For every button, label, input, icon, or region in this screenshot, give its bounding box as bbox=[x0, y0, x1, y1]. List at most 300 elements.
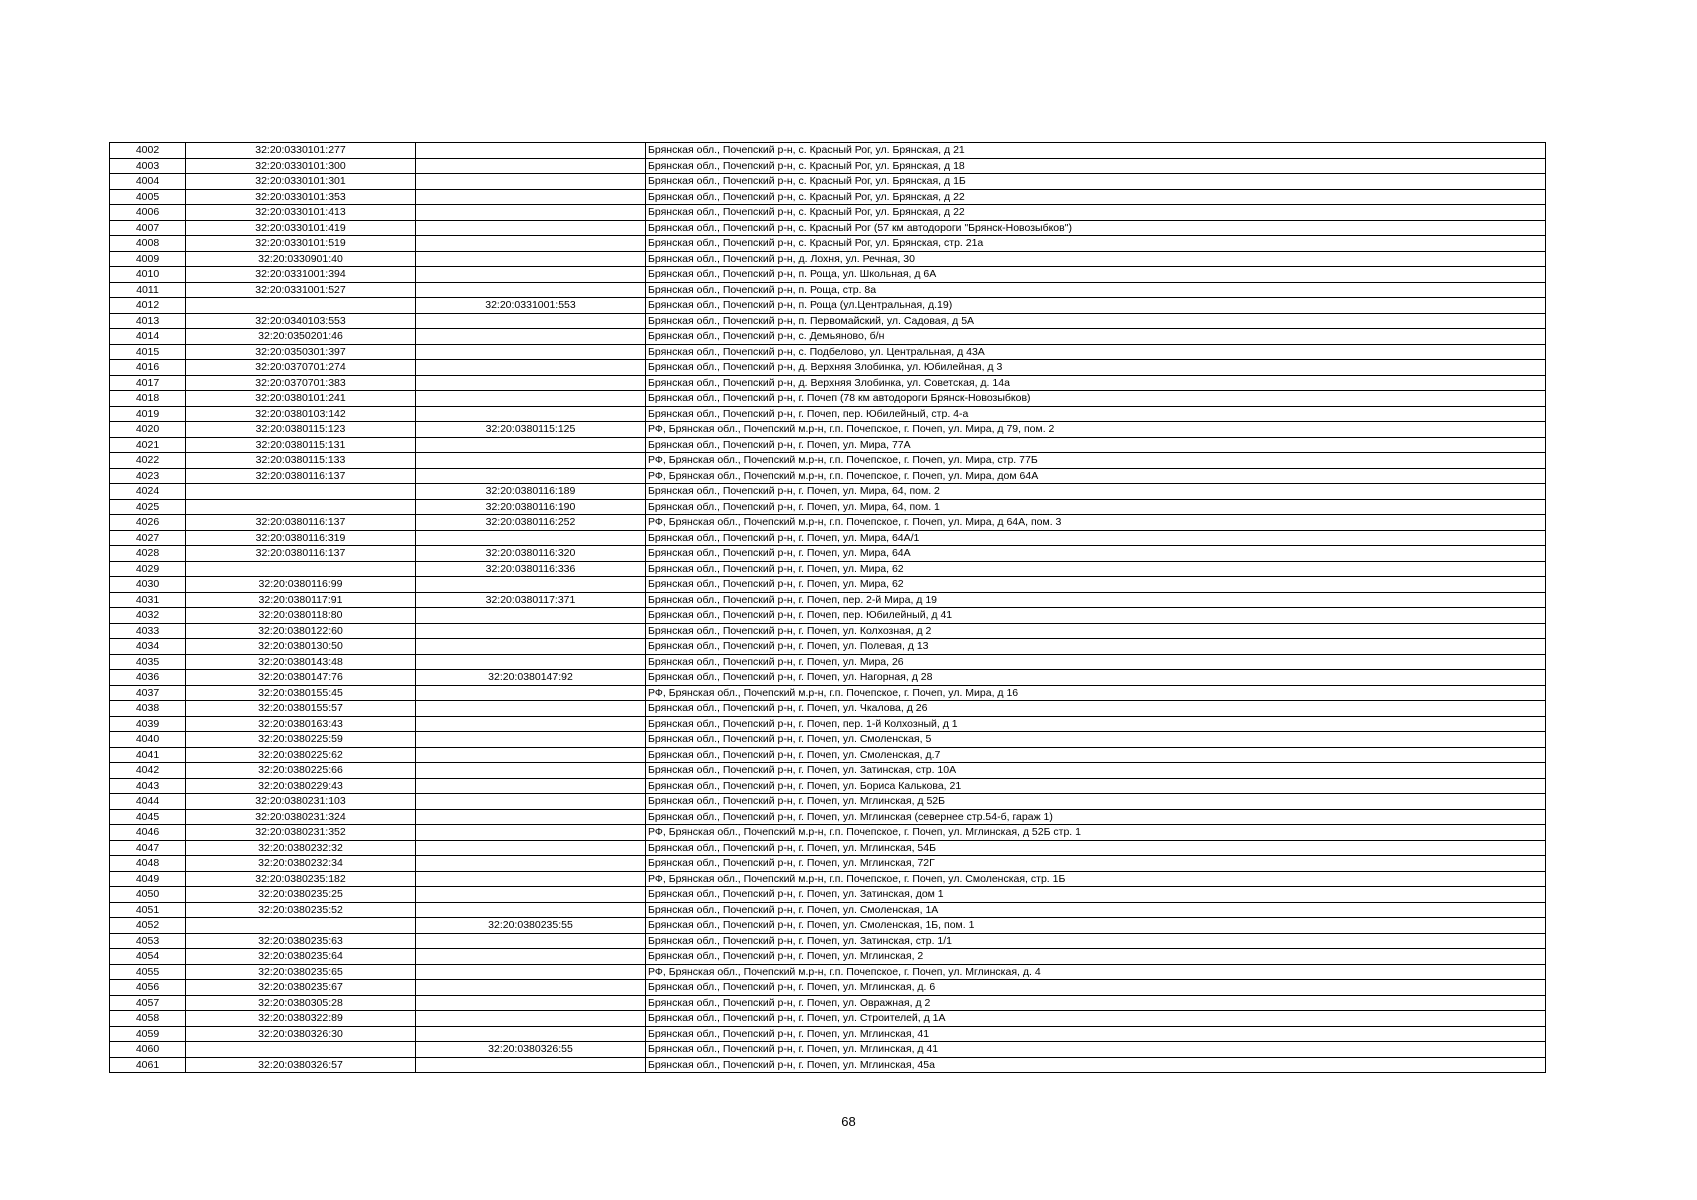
table-row bbox=[110, 561, 1546, 577]
related-cadastral-number-cell bbox=[416, 654, 646, 670]
address-cell: Брянская обл., Почепский р-н, г. Почеп, ул. Бориса Калькова, 21 bbox=[646, 778, 1546, 794]
address-cell: Брянская обл., Почепский р-н, г. Почеп, ул. Затинская, стр. 1/1 bbox=[646, 933, 1546, 949]
related-cadastral-number-cell bbox=[416, 220, 646, 236]
cadastral-number-cell bbox=[186, 298, 416, 314]
related-cadastral-number-cell: 32:20:0380235:55 bbox=[416, 918, 646, 934]
related-cadastral-number-cell bbox=[416, 902, 646, 918]
address-cell: Брянская обл., Почепский р-н, с. Демьяново, б/н bbox=[646, 329, 1546, 345]
related-cadastral-number-cell bbox=[416, 174, 646, 190]
row-number-cell: 4037 bbox=[110, 685, 186, 701]
address-cell: Брянская обл., Почепский р-н, г. Почеп, ул. Мглинская (севернее стр.54-б, гараж 1) bbox=[646, 809, 1546, 825]
address-cell: Брянская обл., Почепский р-н, п. Роща (ул.Центральная, д.19) bbox=[646, 298, 1546, 314]
related-cadastral-number-cell bbox=[416, 840, 646, 856]
related-cadastral-number-cell bbox=[416, 933, 646, 949]
cadastral-number-cell: 32:20:0330101:300 bbox=[186, 158, 416, 174]
address-cell: Брянская обл., Почепский р-н, г. Почеп, ул. Смоленская, д.7 bbox=[646, 747, 1546, 763]
row-number-cell: 4042 bbox=[110, 763, 186, 779]
table-row bbox=[110, 267, 1546, 283]
related-cadastral-number-cell: 32:20:0380147:92 bbox=[416, 670, 646, 686]
row-number-cell: 4035 bbox=[110, 654, 186, 670]
cadastral-number-cell bbox=[186, 561, 416, 577]
table-row bbox=[110, 329, 1546, 345]
related-cadastral-number-cell bbox=[416, 143, 646, 159]
cadastral-number-cell: 32:20:0380117:91 bbox=[186, 592, 416, 608]
address-cell: Брянская обл., Почепский р-н, г. Почеп, пер. Юбилейный, стр. 4-а bbox=[646, 406, 1546, 422]
table-row bbox=[110, 1026, 1546, 1042]
related-cadastral-number-cell bbox=[416, 236, 646, 252]
address-cell: Брянская обл., Почепский р-н, с. Красный Рог, ул. Брянская, д 1Б bbox=[646, 174, 1546, 190]
address-cell: Брянская обл., Почепский р-н, г. Почеп, ул. Мира, 64А/1 bbox=[646, 530, 1546, 546]
cadastral-number-cell: 32:20:0331001:527 bbox=[186, 282, 416, 298]
table-row bbox=[110, 856, 1546, 872]
address-cell: Брянская обл., Почепский р-н, г. Почеп, ул. Мира, 77А bbox=[646, 437, 1546, 453]
table-row bbox=[110, 205, 1546, 221]
address-cell: Брянская обл., Почепский р-н, д. Верхняя Злобинка, ул. Советская, д. 14а bbox=[646, 375, 1546, 391]
table-row bbox=[110, 670, 1546, 686]
table-row bbox=[110, 1057, 1546, 1073]
table-row bbox=[110, 158, 1546, 174]
row-number-cell: 4008 bbox=[110, 236, 186, 252]
address-cell: Брянская обл., Почепский р-н, г. Почеп, ул. Смоленская, 1А bbox=[646, 902, 1546, 918]
related-cadastral-number-cell bbox=[416, 468, 646, 484]
row-number-cell: 4059 bbox=[110, 1026, 186, 1042]
related-cadastral-number-cell bbox=[416, 344, 646, 360]
address-cell: Брянская обл., Почепский р-н, г. Почеп, ул. Мира, 62 bbox=[646, 561, 1546, 577]
address-cell: Брянская обл., Почепский р-н, с. Подбелово, ул. Центральная, д 43А bbox=[646, 344, 1546, 360]
related-cadastral-number-cell: 32:20:0380116:190 bbox=[416, 499, 646, 515]
address-cell: Брянская обл., Почепский р-н, г. Почеп, ул. Затинская, стр. 10А bbox=[646, 763, 1546, 779]
table-row bbox=[110, 391, 1546, 407]
related-cadastral-number-cell bbox=[416, 391, 646, 407]
related-cadastral-number-cell bbox=[416, 329, 646, 345]
table-row bbox=[110, 499, 1546, 515]
related-cadastral-number-cell bbox=[416, 809, 646, 825]
related-cadastral-number-cell bbox=[416, 871, 646, 887]
address-cell: Брянская обл., Почепский р-н, г. Почеп, ул. Мглинская, 72Г bbox=[646, 856, 1546, 872]
address-cell: Брянская обл., Почепский р-н, с. Красный Рог, ул. Брянская, д 22 bbox=[646, 205, 1546, 221]
table-row bbox=[110, 654, 1546, 670]
cadastral-number-cell: 32:20:0380116:137 bbox=[186, 515, 416, 531]
related-cadastral-number-cell bbox=[416, 747, 646, 763]
related-cadastral-number-cell bbox=[416, 158, 646, 174]
table-row bbox=[110, 887, 1546, 903]
cadastral-number-cell: 32:20:0330101:419 bbox=[186, 220, 416, 236]
table-row bbox=[110, 825, 1546, 841]
address-cell: РФ, Брянская обл., Почепский м.р-н, г.п. Почепское, г. Почеп, ул. Смоленская, стр. 1Б bbox=[646, 871, 1546, 887]
related-cadastral-number-cell: 32:20:0380116:252 bbox=[416, 515, 646, 531]
related-cadastral-number-cell bbox=[416, 794, 646, 810]
address-cell: Брянская обл., Почепский р-н, г. Почеп, ул. Чкалова, д 26 bbox=[646, 701, 1546, 717]
table-row bbox=[110, 933, 1546, 949]
address-cell: Брянская обл., Почепский р-н, г. Почеп (78 км автодороги Брянск-Новозыбков) bbox=[646, 391, 1546, 407]
table-row bbox=[110, 406, 1546, 422]
address-cell: Брянская обл., Почепский р-н, г. Почеп, ул. Мира, 64А bbox=[646, 546, 1546, 562]
related-cadastral-number-cell bbox=[416, 778, 646, 794]
cadastral-number-cell: 32:20:0370701:383 bbox=[186, 375, 416, 391]
cadastral-number-cell: 32:20:0350201:46 bbox=[186, 329, 416, 345]
property-table-body bbox=[110, 143, 1546, 1073]
related-cadastral-number-cell bbox=[416, 964, 646, 980]
row-number-cell: 4017 bbox=[110, 375, 186, 391]
table-row bbox=[110, 747, 1546, 763]
related-cadastral-number-cell bbox=[416, 825, 646, 841]
row-number-cell: 4002 bbox=[110, 143, 186, 159]
table-row bbox=[110, 174, 1546, 190]
related-cadastral-number-cell bbox=[416, 530, 646, 546]
related-cadastral-number-cell bbox=[416, 980, 646, 996]
table-row bbox=[110, 437, 1546, 453]
related-cadastral-number-cell bbox=[416, 887, 646, 903]
row-number-cell: 4006 bbox=[110, 205, 186, 221]
cadastral-number-cell: 32:20:0380147:76 bbox=[186, 670, 416, 686]
cadastral-number-cell: 32:20:0380122:60 bbox=[186, 623, 416, 639]
address-cell: Брянская обл., Почепский р-н, г. Почеп, ул. Полевая, д 13 bbox=[646, 639, 1546, 655]
table-row bbox=[110, 964, 1546, 980]
cadastral-number-cell: 32:20:0330101:353 bbox=[186, 189, 416, 205]
row-number-cell: 4016 bbox=[110, 360, 186, 376]
cadastral-number-cell: 32:20:0380232:32 bbox=[186, 840, 416, 856]
table-row bbox=[110, 639, 1546, 655]
row-number-cell: 4056 bbox=[110, 980, 186, 996]
cadastral-number-cell: 32:20:0380231:324 bbox=[186, 809, 416, 825]
cadastral-number-cell: 32:20:0380116:137 bbox=[186, 468, 416, 484]
table-row bbox=[110, 608, 1546, 624]
address-cell: Брянская обл., Почепский р-н, п. Роща, ул. Школьная, д 6А bbox=[646, 267, 1546, 283]
row-number-cell: 4021 bbox=[110, 437, 186, 453]
address-cell: Брянская обл., Почепский р-н, г. Почеп, ул. Мглинская, д 52Б bbox=[646, 794, 1546, 810]
cadastral-number-cell: 32:20:0380155:45 bbox=[186, 685, 416, 701]
related-cadastral-number-cell bbox=[416, 313, 646, 329]
related-cadastral-number-cell bbox=[416, 856, 646, 872]
row-number-cell: 4019 bbox=[110, 406, 186, 422]
address-cell: Брянская обл., Почепский р-н, д. Лохня, ул. Речная, 30 bbox=[646, 251, 1546, 267]
table-row bbox=[110, 236, 1546, 252]
table-row bbox=[110, 701, 1546, 717]
row-number-cell: 4009 bbox=[110, 251, 186, 267]
address-cell: Брянская обл., Почепский р-н, с. Красный Рог, ул. Брянская, д 21 bbox=[646, 143, 1546, 159]
row-number-cell: 4031 bbox=[110, 592, 186, 608]
table-row bbox=[110, 298, 1546, 314]
address-cell: Брянская обл., Почепский р-н, г. Почеп, ул. Смоленская, 1Б, пом. 1 bbox=[646, 918, 1546, 934]
row-number-cell: 4054 bbox=[110, 949, 186, 965]
related-cadastral-number-cell bbox=[416, 995, 646, 1011]
table-row bbox=[110, 220, 1546, 236]
related-cadastral-number-cell: 32:20:0331001:553 bbox=[416, 298, 646, 314]
cadastral-number-cell bbox=[186, 918, 416, 934]
cadastral-number-cell: 32:20:0380326:30 bbox=[186, 1026, 416, 1042]
related-cadastral-number-cell bbox=[416, 685, 646, 701]
related-cadastral-number-cell bbox=[416, 1057, 646, 1073]
related-cadastral-number-cell bbox=[416, 267, 646, 283]
cadastral-number-cell: 32:20:0331001:394 bbox=[186, 267, 416, 283]
cadastral-number-cell: 32:20:0380118:80 bbox=[186, 608, 416, 624]
cadastral-number-cell: 32:20:0330101:519 bbox=[186, 236, 416, 252]
cadastral-number-cell: 32:20:0380235:64 bbox=[186, 949, 416, 965]
related-cadastral-number-cell: 32:20:0380115:125 bbox=[416, 422, 646, 438]
table-row bbox=[110, 360, 1546, 376]
related-cadastral-number-cell bbox=[416, 639, 646, 655]
row-number-cell: 4043 bbox=[110, 778, 186, 794]
row-number-cell: 4011 bbox=[110, 282, 186, 298]
cadastral-number-cell: 32:20:0380235:65 bbox=[186, 964, 416, 980]
cadastral-number-cell: 32:20:0340103:553 bbox=[186, 313, 416, 329]
row-number-cell: 4032 bbox=[110, 608, 186, 624]
table-row bbox=[110, 1011, 1546, 1027]
address-cell: Брянская обл., Почепский р-н, г. Почеп, пер. 2-й Мира, д 19 bbox=[646, 592, 1546, 608]
table-row bbox=[110, 422, 1546, 438]
address-cell: РФ, Брянская обл., Почепский м.р-н, г.п. Почепское, г. Почеп, ул. Мира, стр. 77Б bbox=[646, 453, 1546, 469]
cadastral-number-cell: 32:20:0380326:57 bbox=[186, 1057, 416, 1073]
row-number-cell: 4030 bbox=[110, 577, 186, 593]
cadastral-number-cell: 32:20:0380143:48 bbox=[186, 654, 416, 670]
table-row bbox=[110, 375, 1546, 391]
address-cell: Брянская обл., Почепский р-н, г. Почеп, ул. Мглинская, 45а bbox=[646, 1057, 1546, 1073]
table-row bbox=[110, 453, 1546, 469]
row-number-cell: 4048 bbox=[110, 856, 186, 872]
cadastral-number-cell: 32:20:0330901:40 bbox=[186, 251, 416, 267]
related-cadastral-number-cell bbox=[416, 716, 646, 732]
row-number-cell: 4033 bbox=[110, 623, 186, 639]
address-cell: Брянская обл., Почепский р-н, г. Почеп, ул. Мира, 62 bbox=[646, 577, 1546, 593]
table-row bbox=[110, 313, 1546, 329]
table-row bbox=[110, 344, 1546, 360]
related-cadastral-number-cell: 32:20:0380326:55 bbox=[416, 1042, 646, 1058]
address-cell: Брянская обл., Почепский р-н, г. Почеп, ул. Нагорная, д 28 bbox=[646, 670, 1546, 686]
cadastral-number-cell: 32:20:0380231:352 bbox=[186, 825, 416, 841]
row-number-cell: 4015 bbox=[110, 344, 186, 360]
address-cell: Брянская обл., Почепский р-н, г. Почеп, ул. Мира, 26 bbox=[646, 654, 1546, 670]
table-row bbox=[110, 189, 1546, 205]
cadastral-number-cell: 32:20:0330101:413 bbox=[186, 205, 416, 221]
cadastral-number-cell: 32:20:0380115:131 bbox=[186, 437, 416, 453]
table-row bbox=[110, 995, 1546, 1011]
cadastral-number-cell: 32:20:0380235:67 bbox=[186, 980, 416, 996]
cadastral-number-cell: 32:20:0380231:103 bbox=[186, 794, 416, 810]
cadastral-number-cell: 32:20:0380103:142 bbox=[186, 406, 416, 422]
address-cell: РФ, Брянская обл., Почепский м.р-н, г.п. Почепское, г. Почеп, ул. Мира, дом 64А bbox=[646, 468, 1546, 484]
table-row bbox=[110, 918, 1546, 934]
row-number-cell: 4060 bbox=[110, 1042, 186, 1058]
related-cadastral-number-cell bbox=[416, 406, 646, 422]
address-cell: Брянская обл., Почепский р-н, д. Верхняя Злобинка, ул. Юбилейная, д 3 bbox=[646, 360, 1546, 376]
row-number-cell: 4038 bbox=[110, 701, 186, 717]
address-cell: Брянская обл., Почепский р-н, с. Красный Рог, ул. Брянская, д 22 bbox=[646, 189, 1546, 205]
table-row bbox=[110, 809, 1546, 825]
related-cadastral-number-cell bbox=[416, 251, 646, 267]
row-number-cell: 4044 bbox=[110, 794, 186, 810]
row-number-cell: 4057 bbox=[110, 995, 186, 1011]
table-row bbox=[110, 794, 1546, 810]
table-row bbox=[110, 282, 1546, 298]
cadastral-number-cell: 32:20:0330101:277 bbox=[186, 143, 416, 159]
related-cadastral-number-cell bbox=[416, 437, 646, 453]
address-cell: Брянская обл., Почепский р-н, с. Красный Рог, ул. Брянская, стр. 21а bbox=[646, 236, 1546, 252]
table-row bbox=[110, 515, 1546, 531]
row-number-cell: 4005 bbox=[110, 189, 186, 205]
row-number-cell: 4040 bbox=[110, 732, 186, 748]
table-row bbox=[110, 484, 1546, 500]
cadastral-number-cell: 32:20:0380305:28 bbox=[186, 995, 416, 1011]
table-row bbox=[110, 763, 1546, 779]
row-number-cell: 4003 bbox=[110, 158, 186, 174]
property-table bbox=[109, 142, 1546, 1073]
cadastral-number-cell bbox=[186, 499, 416, 515]
related-cadastral-number-cell bbox=[416, 360, 646, 376]
table-row bbox=[110, 1042, 1546, 1058]
address-cell: РФ, Брянская обл., Почепский м.р-н, г.п. Почепское, г. Почеп, ул. Мглинская, д. 4 bbox=[646, 964, 1546, 980]
table-row bbox=[110, 546, 1546, 562]
related-cadastral-number-cell: 32:20:0380116:189 bbox=[416, 484, 646, 500]
row-number-cell: 4036 bbox=[110, 670, 186, 686]
table-row bbox=[110, 623, 1546, 639]
table-row bbox=[110, 902, 1546, 918]
related-cadastral-number-cell bbox=[416, 732, 646, 748]
address-cell: Брянская обл., Почепский р-н, г. Почеп, пер. 1-й Колхозный, д 1 bbox=[646, 716, 1546, 732]
page-number: 68 bbox=[841, 1114, 856, 1129]
cadastral-number-cell: 32:20:0380163:43 bbox=[186, 716, 416, 732]
cadastral-number-cell: 32:20:0380235:182 bbox=[186, 871, 416, 887]
table-row bbox=[110, 143, 1546, 159]
row-number-cell: 4004 bbox=[110, 174, 186, 190]
address-cell: РФ, Брянская обл., Почепский м.р-н, г.п. Почепское, г. Почеп, ул. Мира, д 64А, пом. 3 bbox=[646, 515, 1546, 531]
address-cell: Брянская обл., Почепский р-н, г. Почеп, ул. Смоленская, 5 bbox=[646, 732, 1546, 748]
related-cadastral-number-cell bbox=[416, 949, 646, 965]
address-cell: Брянская обл., Почепский р-н, с. Красный Рог, ул. Брянская, д 18 bbox=[646, 158, 1546, 174]
row-number-cell: 4053 bbox=[110, 933, 186, 949]
address-cell: Брянская обл., Почепский р-н, г. Почеп, пер. Юбилейный, д 41 bbox=[646, 608, 1546, 624]
cadastral-number-cell: 32:20:0380225:59 bbox=[186, 732, 416, 748]
row-number-cell: 4028 bbox=[110, 546, 186, 562]
cadastral-number-cell: 32:20:0380232:34 bbox=[186, 856, 416, 872]
cadastral-number-cell: 32:20:0370701:274 bbox=[186, 360, 416, 376]
related-cadastral-number-cell bbox=[416, 282, 646, 298]
address-cell: РФ, Брянская обл., Почепский м.р-н, г.п. Почепское, г. Почеп, ул. Мглинская, д 52Б стр. 1 bbox=[646, 825, 1546, 841]
table-row bbox=[110, 716, 1546, 732]
cadastral-number-cell bbox=[186, 1042, 416, 1058]
cadastral-number-cell: 32:20:0380235:63 bbox=[186, 933, 416, 949]
cadastral-number-cell: 32:20:0380116:319 bbox=[186, 530, 416, 546]
row-number-cell: 4046 bbox=[110, 825, 186, 841]
address-cell: Брянская обл., Почепский р-н, г. Почеп, ул. Мглинская, 2 bbox=[646, 949, 1546, 965]
table-row bbox=[110, 871, 1546, 887]
address-cell: Брянская обл., Почепский р-н, с. Красный Рог (57 км автодороги "Брянск-Новозыбков") bbox=[646, 220, 1546, 236]
related-cadastral-number-cell: 32:20:0380116:336 bbox=[416, 561, 646, 577]
related-cadastral-number-cell bbox=[416, 1011, 646, 1027]
row-number-cell: 4018 bbox=[110, 391, 186, 407]
row-number-cell: 4026 bbox=[110, 515, 186, 531]
cadastral-number-cell: 32:20:0380116:99 bbox=[186, 577, 416, 593]
row-number-cell: 4012 bbox=[110, 298, 186, 314]
row-number-cell: 4039 bbox=[110, 716, 186, 732]
address-cell: Брянская обл., Почепский р-н, г. Почеп, ул. Мглинская, 41 bbox=[646, 1026, 1546, 1042]
address-cell: Брянская обл., Почепский р-н, г. Почеп, ул. Мира, 64, пом. 1 bbox=[646, 499, 1546, 515]
row-number-cell: 4052 bbox=[110, 918, 186, 934]
related-cadastral-number-cell: 32:20:0380117:371 bbox=[416, 592, 646, 608]
address-cell: Брянская обл., Почепский р-н, г. Почеп, ул. Овражная, д 2 bbox=[646, 995, 1546, 1011]
related-cadastral-number-cell bbox=[416, 205, 646, 221]
address-cell: Брянская обл., Почепский р-н, г. Почеп, ул. Строителей, д 1А bbox=[646, 1011, 1546, 1027]
address-cell: Брянская обл., Почепский р-н, г. Почеп, ул. Мглинская, д. 6 bbox=[646, 980, 1546, 996]
cadastral-number-cell: 32:20:0380116:137 bbox=[186, 546, 416, 562]
address-cell: Брянская обл., Почепский р-н, г. Почеп, ул. Затинская, дом 1 bbox=[646, 887, 1546, 903]
row-number-cell: 4034 bbox=[110, 639, 186, 655]
related-cadastral-number-cell bbox=[416, 1026, 646, 1042]
cadastral-number-cell: 32:20:0380115:133 bbox=[186, 453, 416, 469]
table-row bbox=[110, 732, 1546, 748]
address-cell: Брянская обл., Почепский р-н, п. Первомайский, ул. Садовая, д 5А bbox=[646, 313, 1546, 329]
table-row bbox=[110, 980, 1546, 996]
table-row bbox=[110, 840, 1546, 856]
table-row bbox=[110, 530, 1546, 546]
row-number-cell: 4047 bbox=[110, 840, 186, 856]
cadastral-number-cell: 32:20:0380115:123 bbox=[186, 422, 416, 438]
address-cell: РФ, Брянская обл., Почепский м.р-н, г.п. Почепское, г. Почеп, ул. Мира, д 16 bbox=[646, 685, 1546, 701]
row-number-cell: 4013 bbox=[110, 313, 186, 329]
address-cell: РФ, Брянская обл., Почепский м.р-н, г.п. Почепское, г. Почеп, ул. Мира, д 79, пом. 2 bbox=[646, 422, 1546, 438]
row-number-cell: 4058 bbox=[110, 1011, 186, 1027]
table-row bbox=[110, 251, 1546, 267]
row-number-cell: 4023 bbox=[110, 468, 186, 484]
table-row bbox=[110, 592, 1546, 608]
cadastral-number-cell: 32:20:0380229:43 bbox=[186, 778, 416, 794]
cadastral-number-cell: 32:20:0350301:397 bbox=[186, 344, 416, 360]
address-cell: Брянская обл., Почепский р-н, п. Роща, стр. 8а bbox=[646, 282, 1546, 298]
table-row bbox=[110, 949, 1546, 965]
row-number-cell: 4051 bbox=[110, 902, 186, 918]
address-cell: Брянская обл., Почепский р-н, г. Почеп, ул. Мира, 64, пом. 2 bbox=[646, 484, 1546, 500]
row-number-cell: 4050 bbox=[110, 887, 186, 903]
row-number-cell: 4045 bbox=[110, 809, 186, 825]
row-number-cell: 4027 bbox=[110, 530, 186, 546]
row-number-cell: 4024 bbox=[110, 484, 186, 500]
row-number-cell: 4055 bbox=[110, 964, 186, 980]
cadastral-number-cell: 32:20:0380130:50 bbox=[186, 639, 416, 655]
related-cadastral-number-cell bbox=[416, 763, 646, 779]
cadastral-number-cell: 32:20:0380225:66 bbox=[186, 763, 416, 779]
cadastral-number-cell: 32:20:0380101:241 bbox=[186, 391, 416, 407]
cadastral-number-cell: 32:20:0380155:57 bbox=[186, 701, 416, 717]
row-number-cell: 4010 bbox=[110, 267, 186, 283]
row-number-cell: 4020 bbox=[110, 422, 186, 438]
row-number-cell: 4025 bbox=[110, 499, 186, 515]
cadastral-number-cell: 32:20:0380235:25 bbox=[186, 887, 416, 903]
row-number-cell: 4049 bbox=[110, 871, 186, 887]
row-number-cell: 4007 bbox=[110, 220, 186, 236]
cadastral-number-cell bbox=[186, 484, 416, 500]
related-cadastral-number-cell bbox=[416, 623, 646, 639]
related-cadastral-number-cell: 32:20:0380116:320 bbox=[416, 546, 646, 562]
related-cadastral-number-cell bbox=[416, 189, 646, 205]
cadastral-number-cell: 32:20:0380235:52 bbox=[186, 902, 416, 918]
related-cadastral-number-cell bbox=[416, 375, 646, 391]
address-cell: Брянская обл., Почепский р-н, г. Почеп, ул. Мглинская, д 41 bbox=[646, 1042, 1546, 1058]
related-cadastral-number-cell bbox=[416, 577, 646, 593]
cadastral-number-cell: 32:20:0380322:89 bbox=[186, 1011, 416, 1027]
table-row bbox=[110, 468, 1546, 484]
address-cell: Брянская обл., Почепский р-н, г. Почеп, ул. Мглинская, 54Б bbox=[646, 840, 1546, 856]
table-row bbox=[110, 577, 1546, 593]
row-number-cell: 4022 bbox=[110, 453, 186, 469]
related-cadastral-number-cell bbox=[416, 608, 646, 624]
cadastral-number-cell: 32:20:0330101:301 bbox=[186, 174, 416, 190]
cadastral-number-cell: 32:20:0380225:62 bbox=[186, 747, 416, 763]
address-cell: Брянская обл., Почепский р-н, г. Почеп, ул. Колхозная, д 2 bbox=[646, 623, 1546, 639]
row-number-cell: 4061 bbox=[110, 1057, 186, 1073]
row-number-cell: 4014 bbox=[110, 329, 186, 345]
row-number-cell: 4041 bbox=[110, 747, 186, 763]
table-row bbox=[110, 778, 1546, 794]
row-number-cell: 4029 bbox=[110, 561, 186, 577]
